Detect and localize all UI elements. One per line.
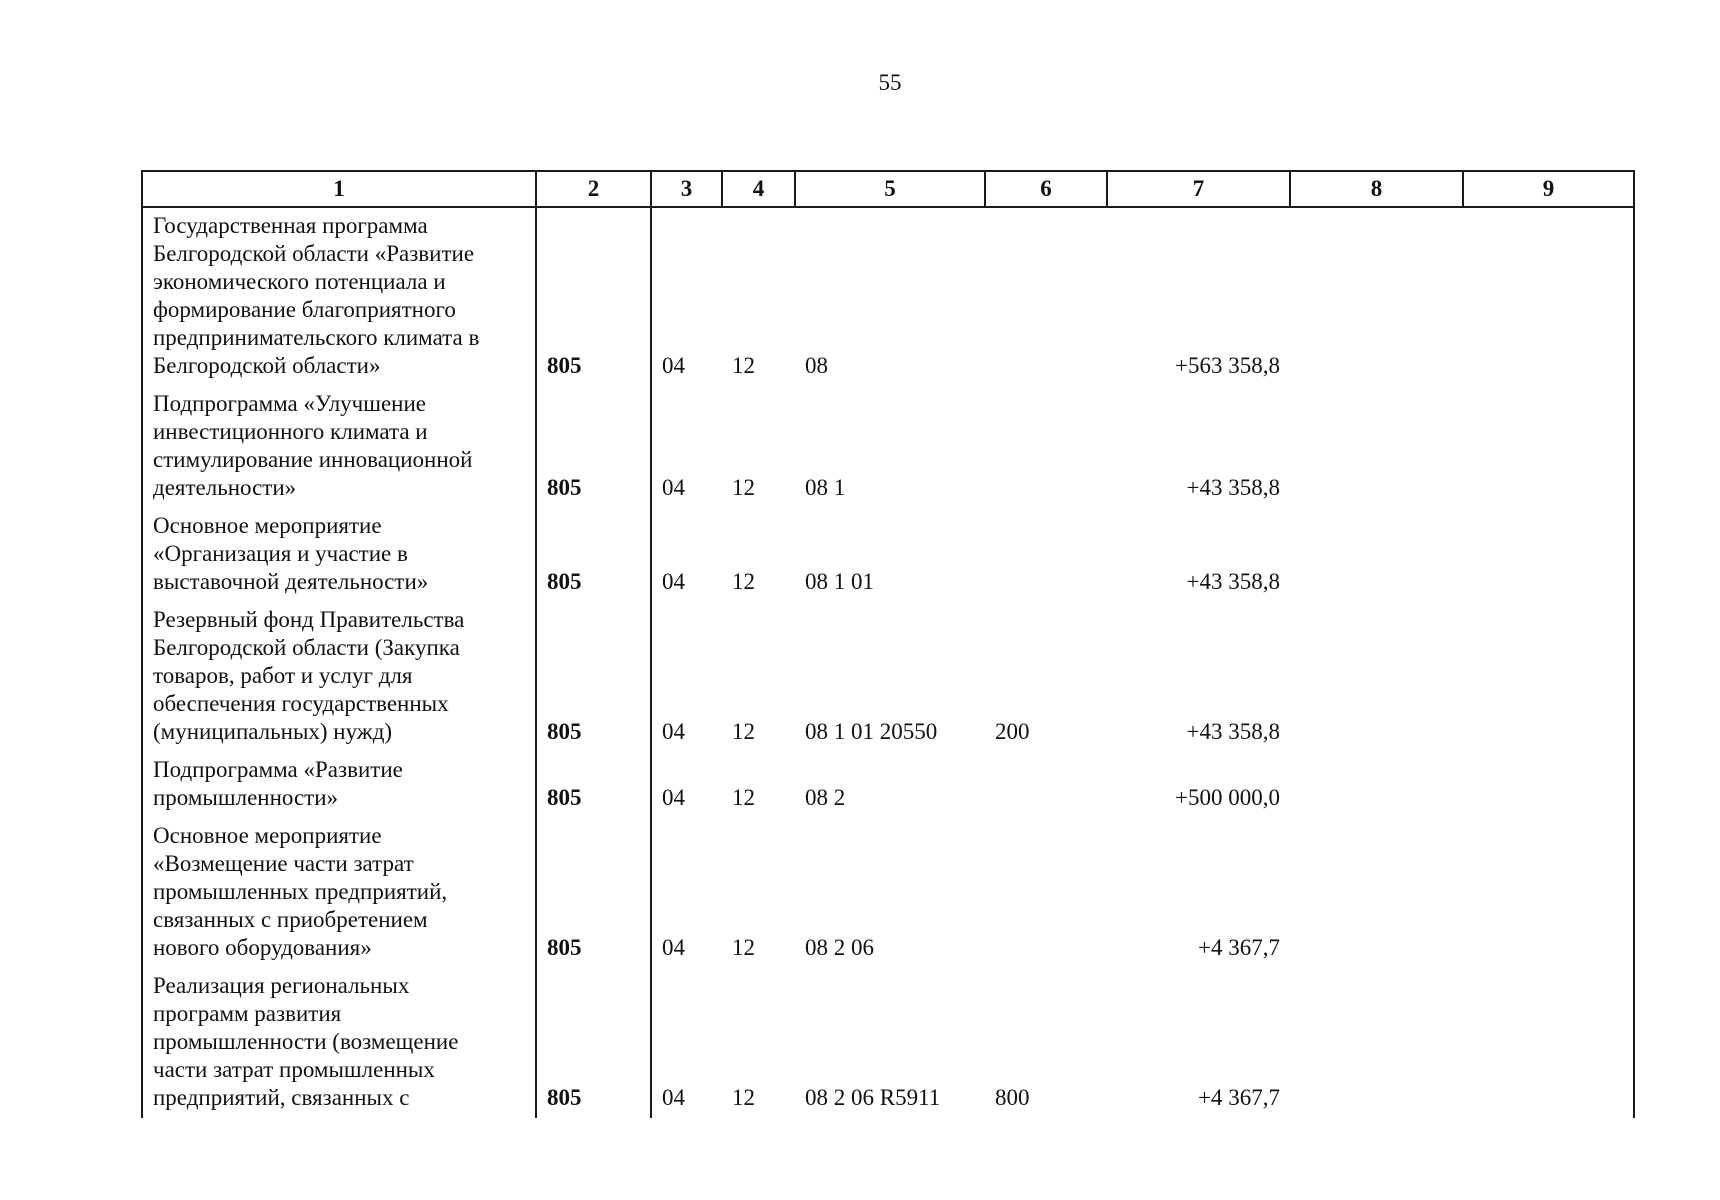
cell-amount: +4 367,7 [1198,1085,1280,1110]
cell-col9 [1463,207,1634,386]
cell-expense-type: 200 [995,719,1030,744]
cell-target-article: 08 2 [805,785,846,810]
row-description: Подпрограмма «Развитие промышленности» [142,752,536,818]
column-header: 2 [536,171,651,207]
cell-col9 [1463,752,1634,818]
cell-amount: +4 367,7 [1198,935,1280,960]
cell-section: 04 [651,508,722,602]
cell-target-article: 08 1 [805,475,846,500]
column-header: 7 [1107,171,1290,207]
table-row [142,508,1634,602]
cell-col8 [1290,818,1463,968]
cell-section: 04 [651,207,722,386]
cell-amount: +43 358,8 [1186,719,1280,744]
row-description: Основное мероприятие «Возмещение части затрат промышленных предприятий, связанных с приобретением нового оборудования» [142,818,536,968]
column-header: 6 [985,171,1107,207]
cell-amount: +563 358,8 [1175,353,1280,378]
cell-col8 [1290,752,1463,818]
cell-amount: +43 358,8 [1186,569,1280,594]
column-header: 1 [142,171,536,207]
cell-section: 04 [651,818,722,968]
row-description: Государственная программа Белгородской области «Развитие экономического потенциала и формирование благоприятного предпринимательского климата в Белгородской области» [142,207,536,386]
cell-ministry-code: 805 [536,602,651,752]
table-row [142,818,1634,968]
cell-col9 [1463,386,1634,508]
table-row [142,207,1634,386]
cell-subsection: 12 [732,935,755,960]
row-description: Подпрограмма «Улучшение инвестиционного климата и стимулирование инновационной деятельности» [142,386,536,508]
column-header: 3 [651,171,722,207]
cell-expense-type [985,818,1107,968]
cell-col8 [1290,386,1463,508]
cell-col8 [1290,602,1463,752]
table-row [142,602,1634,752]
cell-expense-type [985,386,1107,508]
page-number: 55 [878,70,902,95]
cell-subsection: 12 [732,569,755,594]
cell-target-article: 08 [805,353,828,378]
cell-target-article: 08 2 06 [805,935,874,960]
row-description: Резервный фонд Правительства Белгородской области (Закупка товаров, работ и услуг для обеспечения государственных (муниципальных) нужд) [142,602,536,752]
cell-subsection: 12 [732,475,755,500]
cell-col9 [1463,968,1634,1118]
column-header: 8 [1290,171,1463,207]
cell-subsection: 12 [732,719,755,744]
cell-col8 [1290,207,1463,386]
cell-subsection: 12 [732,785,755,810]
cell-col9 [1463,818,1634,968]
cell-col8 [1290,508,1463,602]
cell-section: 04 [651,386,722,508]
cell-subsection: 12 [732,353,755,378]
cell-ministry-code: 805 [536,508,651,602]
column-header: 5 [795,171,985,207]
table-row [142,752,1634,818]
row-description: Реализация региональных программ развития промышленности (возмещение части затрат промышленных предприятий, связанных с [142,968,536,1118]
cell-ministry-code: 805 [536,818,651,968]
cell-ministry-code: 805 [536,386,651,508]
column-header: 4 [722,171,795,207]
cell-target-article: 08 2 06 R5911 [805,1085,941,1110]
cell-target-article: 08 1 01 20550 [805,719,938,744]
cell-amount: +43 358,8 [1186,475,1280,500]
cell-section: 04 [651,602,722,752]
cell-ministry-code: 805 [536,207,651,386]
header-row [142,171,1634,207]
budget-table [141,170,1635,1118]
cell-section: 04 [651,752,722,818]
cell-ministry-code: 805 [536,752,651,818]
cell-expense-type [985,207,1107,386]
cell-target-article: 08 1 01 [805,569,874,594]
cell-amount: +500 000,0 [1175,785,1280,810]
table-row [142,968,1634,1118]
cell-col8 [1290,968,1463,1118]
table-row [142,386,1634,508]
column-header: 9 [1463,171,1634,207]
cell-expense-type [985,752,1107,818]
cell-col9 [1463,508,1634,602]
cell-col9 [1463,602,1634,752]
row-description: Основное мероприятие «Организация и участие в выставочной деятельности» [142,508,536,602]
cell-expense-type: 800 [995,1085,1030,1110]
cell-section: 04 [651,968,722,1118]
cell-ministry-code: 805 [536,968,651,1118]
cell-expense-type [985,508,1107,602]
cell-subsection: 12 [732,1085,755,1110]
